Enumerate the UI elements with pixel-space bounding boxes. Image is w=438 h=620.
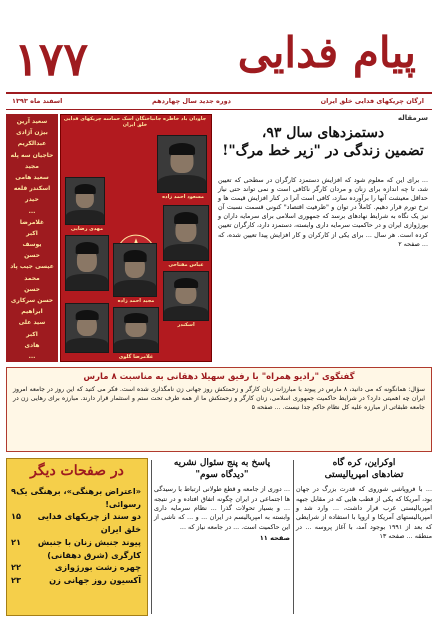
subtitle-line bbox=[6, 94, 430, 108]
martyr-name: عبدالکریم bbox=[17, 140, 47, 148]
toc-item-label: پیوند جنبش زنان با جنبش کارگری (شرق دهقانی) bbox=[37, 536, 141, 560]
photo-name: غلامرضا گلوی bbox=[118, 354, 154, 360]
portrait-photo bbox=[65, 303, 109, 353]
column-divider bbox=[293, 460, 294, 614]
martyr-name: حسن bbox=[24, 252, 40, 260]
article-ukraine bbox=[296, 458, 432, 616]
martyrs-photo-collage bbox=[60, 114, 212, 362]
issue-number: ۱۷۷ bbox=[14, 32, 89, 86]
interview-body: سؤال: همانگونه که می دانید، ۸ مارس در پیوند با مبارزات زنان کارگر و زحمتکش روز جهانی زن نامگذاری شده است. فکر می کنید که این روز در جامعه امروز ایران چه اهمیتی دارد؟ در شرایط حاکمیت جمهوری اسلامی، زنان کارگر و زحمتکش ما از همه طرف تحت ستم و استثمار قرار دارند. مبارزه برای رهایی زن در جامعه طبقاتی از مبارزه علیه کل نظام حاکم جدا نیست. ... صفحه ۵ bbox=[13, 386, 425, 411]
portrait-photo bbox=[157, 135, 207, 193]
toc-item-page: ۲۳ bbox=[11, 574, 21, 585]
toc-item-page: ۲۲ bbox=[11, 562, 21, 573]
martyr-name: محمد bbox=[24, 274, 40, 282]
toc-item[interactable] bbox=[11, 510, 141, 535]
martyr-name: بیژن آژادی bbox=[16, 129, 48, 137]
martyr-name: ابراهیم bbox=[21, 308, 43, 316]
interview-title: گفتگوی "رادیو همراه" با رفیق سهیلا دهقانی به مناسبت ۸ مارس bbox=[83, 372, 355, 382]
martyrs-names-column bbox=[6, 114, 58, 362]
article-title bbox=[154, 458, 290, 481]
portrait-photo bbox=[113, 243, 157, 297]
toc-item-label: «اعتراض برهنگی»، برهنگی یک رسوائی! bbox=[16, 486, 141, 509]
org-line: ارگان چریکهای فدایی خلق ایران bbox=[320, 97, 424, 105]
series-line: دوره جدید سال چهاردهم bbox=[152, 97, 231, 105]
toc-item[interactable] bbox=[11, 574, 141, 587]
section-label: سرمقاله bbox=[397, 114, 428, 122]
portrait-photo bbox=[163, 271, 209, 321]
toc-item-page: ۲۱ bbox=[11, 536, 21, 547]
martyr-name: سعید آرین bbox=[16, 118, 48, 125]
photo-name: مهدی رضایی bbox=[70, 226, 104, 232]
toc-item-page: ۹ bbox=[11, 486, 16, 496]
article-body: ... دوری از جامعه و قطع طولانی ارتباط با رسیدگی ها اجتماعی در ایران چگونه اتفاق افتاده و در نتیجه ... و بسیار تحولات گذرا ... نظام سرمایه داری وابسته به امپریالیسم در ایران ... و ... که ناشی از این حاکمیت است. ... در جامعه نیاز که ... bbox=[154, 485, 290, 531]
article-title-line2: "دیدگاه سوم" bbox=[195, 469, 249, 480]
editorial-article bbox=[216, 114, 430, 362]
article-title-line1: دستمزدهای سال ۹۳، bbox=[261, 125, 385, 141]
portrait-photo bbox=[163, 205, 209, 261]
collage-caption: جاودان باد خاطره جانباختگان اسک حماسه چریکهای فدایی خلق ایران bbox=[63, 116, 207, 128]
contents-title: در صفحات دیگر bbox=[30, 463, 124, 479]
martyr-name: اکبر bbox=[26, 330, 38, 338]
article-five-questions bbox=[154, 458, 290, 616]
paper-title: پیام فدایی bbox=[237, 28, 416, 77]
date-line: اسفند ماه ۱۳۹۳ bbox=[12, 97, 63, 105]
contents-list bbox=[11, 485, 141, 587]
masthead bbox=[8, 6, 430, 92]
toc-item-label: دو سند از چریکهای فدایی خلق ایران bbox=[37, 511, 141, 535]
toc-item[interactable] bbox=[11, 485, 141, 510]
photo-name: مسعود احمد زاده bbox=[162, 194, 204, 200]
martyr-name: عیسی جیب پاد bbox=[10, 263, 54, 271]
martyr-name: حیدر bbox=[25, 196, 39, 204]
toc-item-page: ۱۵ bbox=[11, 511, 21, 522]
toc-item[interactable] bbox=[11, 561, 141, 574]
martyr-name: اکبر bbox=[26, 229, 38, 237]
column-divider bbox=[151, 460, 152, 614]
article-title bbox=[296, 458, 432, 481]
portrait-photo bbox=[113, 307, 159, 353]
header-rule-bottom bbox=[6, 109, 432, 110]
portrait-photo bbox=[65, 177, 105, 225]
toc-item-label: آکسیون روز جهانی زن bbox=[49, 574, 141, 585]
martyr-name: حاجیان سه پله bbox=[10, 151, 54, 159]
martyr-name: اسکندر قلعه bbox=[13, 185, 51, 193]
martyr-name: حسن سرکاری bbox=[10, 297, 54, 304]
article-body: ... برای این که معلوم شود که افزایش دستمزد کارگران در سطحی که تعیین شد، تا چه اندازه برای زنان و مردان کارگر ناکافی است و نمی تواند حتی نیاز حداقل معیشت آنها را برآورده سازد، کافی است آنرا در کنار افزایش قیمت ها و نرخ تورم قرار دهیم. کاملاً در توان و "ظرفیت اقتصاد" کنونی قسمت نسبت آن نیز یک نگاه به شرایط نهادهای برسد که جمهوری اسلامی برای سرمایه داران و بورژوازی ایران و در حاکمیت سرمایه داری وابسته، دستمزد دارد، کارگران تعیین کرده است. هر سال ... برای یکی از کارکران و کار افزایش پیدا تعیین شده، که ... صفحه ۲ bbox=[218, 176, 428, 248]
article-title bbox=[218, 124, 428, 160]
martyr-name: ... bbox=[28, 352, 36, 360]
page-reference: صفحه ۱۱ bbox=[259, 533, 290, 542]
article-title-line2: تضمین زندگی در "زیر خط مرگ"! bbox=[222, 143, 424, 160]
martyr-name: مجید bbox=[25, 162, 39, 170]
martyr-name: سعید هامی bbox=[15, 173, 49, 181]
martyr-name: هادی bbox=[24, 341, 40, 349]
martyr-name: حسن bbox=[24, 285, 40, 293]
martyr-name: ... bbox=[28, 207, 36, 215]
photo-name: مجید احمد زاده bbox=[117, 298, 155, 304]
portrait-photo bbox=[65, 235, 109, 291]
article-title-line1: پاسخ به پنج سئوال نشریه bbox=[173, 458, 271, 468]
table-of-contents bbox=[6, 458, 148, 616]
photo-name: اسکندر bbox=[177, 322, 195, 328]
martyr-name: سید علی bbox=[18, 319, 46, 327]
toc-item[interactable] bbox=[11, 536, 141, 561]
photo-name: عباس مفتاحی bbox=[168, 262, 204, 268]
article-title-line2: تضادهای امپریالیستی bbox=[324, 469, 404, 480]
article-body: ... با فروپاشی شوروی که قدرت بزرگ در جهان بود، آمریکا که یکی از قطب هایی که در مقابل جبهه امپریالیستی غرب قرار داشت، ... وارد شد و امپریالیستهای آمریکا و اروپا با استفاده از شرایطی که بعد از ۱۹۹۱ بوجود آمد، با آغاز پروسه ... در منطقه ... صفحه ۱۳ bbox=[296, 485, 432, 540]
martyr-name: یوسف bbox=[22, 241, 42, 249]
article-title-line1: اوکراین، کره گاه bbox=[332, 458, 396, 468]
toc-item-label: چهره زشت بورژوازی bbox=[54, 562, 141, 573]
martyr-name: غلامرضا bbox=[19, 218, 45, 226]
interview-box bbox=[6, 367, 432, 452]
